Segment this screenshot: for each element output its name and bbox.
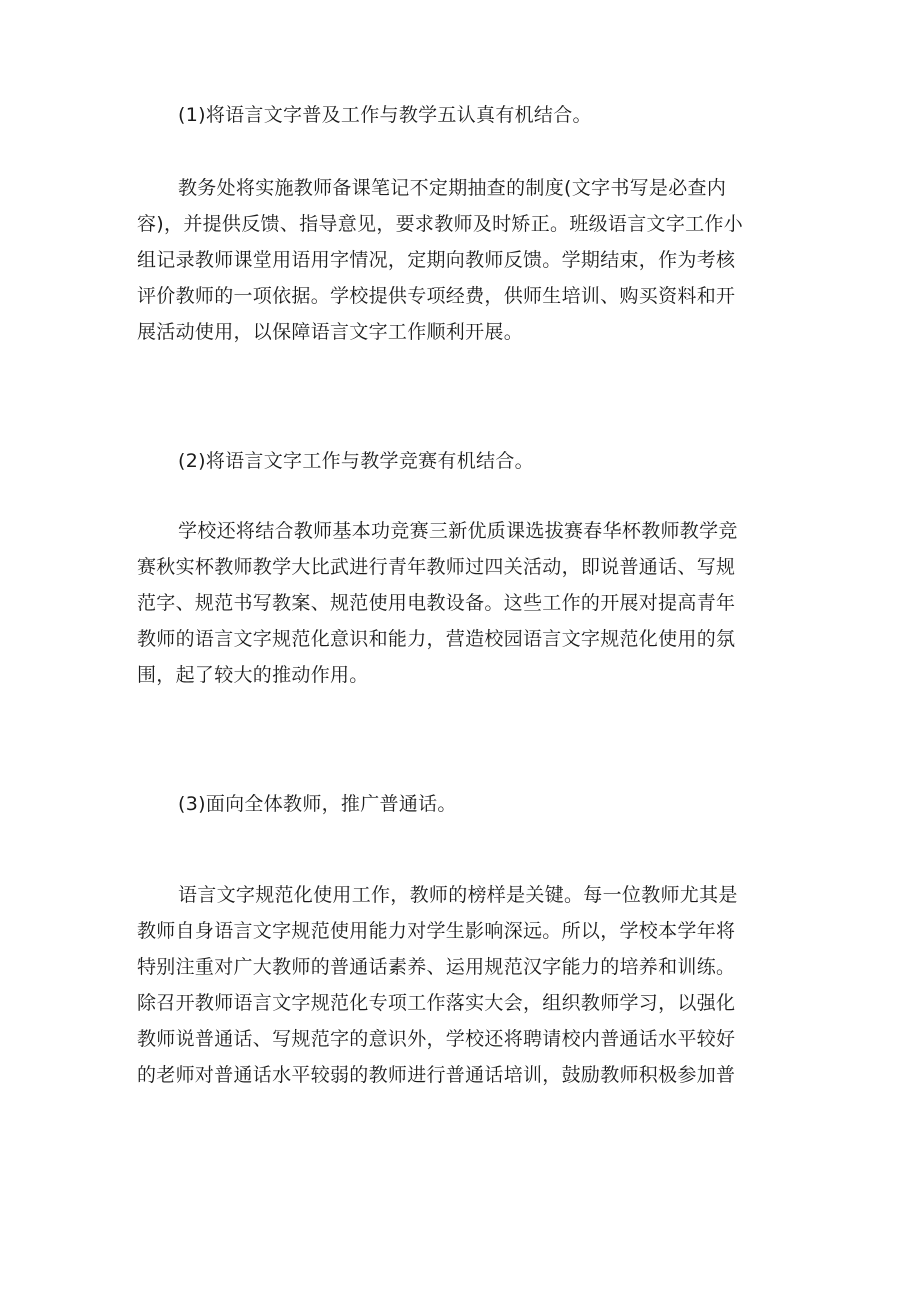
paragraph-1 [137,170,743,350]
paragraph-line: 范字、规范书写教案、规范使用电教设备。这些工作的开展对提高青年 [137,592,736,614]
paragraph-line: 赛秋实杯教师教学大比武进行青年教师过四关活动，即说普通话、写规 [137,556,736,578]
paragraph-2 [137,513,738,693]
paragraph-line: 组记录教师课堂用语用字情况，定期向教师反馈。学期结束，作为考核 [137,249,736,271]
paragraph-line: 围，起了较大的推动作用。 [137,664,369,686]
paragraph-line: 容)，并提供反馈、指导意见，要求教师及时矫正。班级语言文字工作小 [137,213,744,235]
paragraph-line: 教师的语言文字规范化意识和能力，营造校园语言文字规范化使用的氛 [137,628,736,650]
paragraph-line: 的老师对普通话水平较弱的教师进行普通话培训，鼓励教师积极参加普 [137,1064,736,1086]
section-heading-3: (3)面向全体教师，推广普通话。 [178,793,457,815]
paragraph-line: 教务处将实施教师备课笔记不定期抽查的制度(文字书写是必查内 [178,177,727,199]
paragraph-line: 学校还将结合教师基本功竞赛三新优质课选拔赛春华杯教师教学竞 [178,520,738,542]
section-heading-2: (2)将语言文字工作与教学竞赛有机结合。 [178,450,534,472]
section-heading-1: (1)将语言文字普及工作与教学五认真有机结合。 [178,104,592,126]
paragraph-line: 教师自身语言文字规范使用能力对学生影响深远。所以，学校本学年将 [137,920,736,942]
paragraph-3 [137,877,738,1093]
paragraph-line: 特别注重对广大教师的普通话素养、运用规范汉字能力的培养和训练。 [137,956,736,978]
paragraph-line: 评价教师的一项依据。学校提供专项经费，供师生培训、购买资料和开 [137,285,736,307]
paragraph-line: 展活动使用，以保障语言文字工作顺利开展。 [137,321,524,343]
paragraph-line: 除召开教师语言文字规范化专项工作落实大会，组织教师学习，以强化 [137,992,736,1014]
paragraph-line: 语言文字规范化使用工作，教师的榜样是关键。每一位教师尤其是 [178,884,738,906]
paragraph-line: 教师说普通话、写规范字的意识外，学校还将聘请校内普通话水平较好 [137,1028,736,1050]
